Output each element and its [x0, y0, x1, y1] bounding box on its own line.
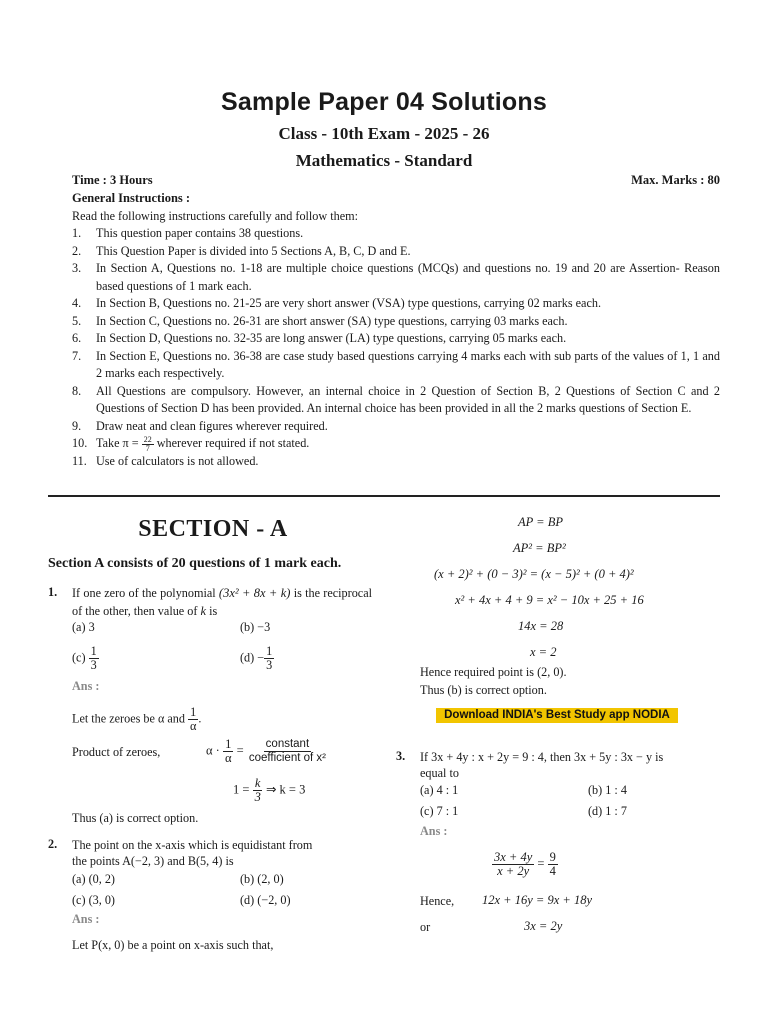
item-number: 8. [72, 383, 82, 398]
question-number: 3. [396, 749, 406, 763]
fraction [264, 645, 274, 672]
question-3-line2: equal to [420, 766, 459, 780]
k-equation [233, 777, 305, 804]
q1-polynomial: (3x² + 8x + k) [218, 586, 291, 600]
fraction-numerator: 9 [549, 850, 556, 864]
option-d: (d) 1 : 7 [588, 804, 627, 818]
q2-result: Hence required point is (2, 0). [420, 665, 567, 679]
fraction-denominator: 3 [266, 658, 273, 672]
q1-variable: k [200, 603, 207, 618]
question-3-line1: If 3x + 4y : x + 2y = 9 : 4, then 3x + 5y : 3x − y is [420, 750, 664, 764]
pi-text-tail: wherever required if not stated. [156, 436, 310, 450]
section-subtitle: Section A consists of 20 questions of 1 mark each. [48, 556, 342, 571]
q1-conclusion: Thus (a) is correct option. [72, 811, 199, 825]
equation-line: x² + 4x + 4 + 9 = x² − 10x + 25 + 16 [455, 593, 644, 607]
equation-line: x = 2 [530, 645, 557, 659]
fraction-numerator: 22 [143, 434, 152, 444]
q2-let-line: Let P(x, 0) be a point on x-axis such that, [72, 938, 274, 952]
ratio-equation [492, 851, 558, 878]
item-text [96, 435, 720, 453]
item-number: 4. [72, 296, 82, 310]
option-c: (c) 7 : 1 [420, 804, 459, 818]
eq-lhs: α · [206, 743, 220, 758]
fraction [492, 851, 534, 878]
item-number: 2. [72, 243, 82, 258]
q1-text-c: is [209, 603, 218, 618]
product-label: Product of zeroes, [72, 745, 161, 759]
item-text: Draw neat and clean figures wherever required. [96, 418, 328, 433]
eq-tail: ⇒ k = 3 [265, 782, 306, 797]
answer-label: Ans : [420, 824, 448, 838]
or-label: or [420, 920, 431, 934]
option-c [72, 645, 99, 672]
equation-line: AP = BP [518, 515, 564, 529]
item-number: 10. [72, 436, 88, 450]
fraction-denominator: x + 2y [497, 864, 530, 878]
option-a: (a) 3 [72, 620, 95, 634]
equation-line: 3x = 2y [524, 919, 563, 933]
section-divider [48, 495, 720, 497]
q1-text-a: If one zero of the polynomial [72, 586, 216, 600]
equation-line: 12x + 16y = 9x + 18y [482, 893, 592, 907]
item-number: 1. [72, 226, 82, 240]
pi-text: Take π = [96, 436, 139, 450]
time-label: Time : 3 Hours [72, 173, 153, 187]
item-number: 9. [72, 418, 82, 433]
item-number: 6. [72, 331, 82, 345]
item-text: In Section E, Questions no. 36-38 are case study based questions carrying 4 marks each with sub parts of the values of 1, 1 and 2 marks each respectively. [96, 348, 720, 380]
instruction-item [72, 330, 720, 348]
section-title: SECTION - A [138, 516, 288, 542]
question-1-text [72, 585, 372, 620]
fraction-denominator: 7 [145, 443, 150, 453]
fraction-numerator: constant [265, 738, 310, 750]
option-c: (c) (3, 0) [72, 893, 115, 907]
option-label: (d) − [240, 650, 265, 665]
question-number: 2. [48, 837, 58, 851]
fraction-numerator: 1 [266, 644, 273, 658]
item-text: This Question Paper is divided into 5 Sections A, B, C, D and E. [96, 243, 411, 258]
fraction [247, 738, 328, 765]
instruction-item [72, 418, 720, 436]
question-2-line1: The point on the x-axis which is equidistant from [72, 838, 313, 852]
q2-conclusion: Thus (b) is correct option. [420, 683, 547, 697]
answer-label: Ans : [72, 912, 100, 926]
option-b: (b) (2, 0) [240, 872, 284, 886]
instruction-item [72, 243, 720, 261]
item-text: In Section B, Questions no. 21-25 are very short answer (VSA) type questions, carrying 02 marks each. [96, 296, 601, 310]
instruction-item [72, 313, 720, 331]
class-line: Class - 10th Exam - 2025 - 26 [278, 124, 490, 143]
option-b: (b) −3 [240, 620, 271, 634]
item-text: This question paper contains 38 questions. [96, 226, 304, 240]
item-number: 5. [72, 313, 82, 328]
item-number: 7. [72, 348, 82, 363]
item-text: In Section D, Questions no. 32-35 are long answer (LA) type questions, carrying 05 marks each. [96, 331, 567, 345]
equals-sign: = [537, 856, 545, 871]
subject-line: Mathematics - Standard [295, 151, 473, 170]
fraction [223, 738, 234, 765]
option-a: (a) (0, 2) [72, 872, 115, 886]
fraction-numerator: 1 [190, 705, 197, 719]
item-text: All Questions are compulsory. However, an internal choice in 2 Question of Section B, 2 Questions of Section C and 2 Questions of Section D has been provided. An internal choice has been provided in all the 2 marks questions of Section E. [96, 383, 720, 415]
max-marks-label: Max. Marks : 80 [631, 173, 720, 187]
fraction-denominator: coefficient of x² [248, 752, 326, 764]
fraction [188, 706, 198, 733]
fraction [89, 645, 99, 672]
product-equation: α · $\frac{1}{\alpha}$ = $\frac{\text{constant}}{\text{coefficient of x²}}$ [206, 737, 326, 765]
answer-label: Ans : [72, 679, 100, 693]
option-a: (a) 4 : 1 [420, 783, 459, 797]
eq-lhs: 1 = [233, 782, 250, 797]
fraction-denominator: 4 [549, 864, 556, 878]
option-d [240, 645, 274, 672]
page-title: Sample Paper 04 Solutions [221, 88, 547, 116]
instruction-item [72, 435, 720, 453]
instruction-item [72, 453, 720, 471]
fraction-numerator: 1 [225, 737, 232, 751]
option-d: (d) (−2, 0) [240, 893, 291, 907]
pi-fraction [142, 436, 154, 453]
instructions-list [72, 225, 720, 470]
equation-line: 14x = 28 [518, 619, 564, 633]
q1-text-b: is the reciprocal of the other, then value of [72, 586, 373, 618]
answer-let-line: Let the zeroes be α and $\frac{1}{\alpha}$ . [72, 705, 202, 733]
item-text: In Section C, Questions no. 26-31 are short answer (SA) type questions, carrying 03 marks each. [96, 313, 568, 328]
instruction-item [72, 260, 720, 295]
fraction-numerator: k [254, 776, 261, 790]
fraction [253, 777, 263, 804]
promo-banner[interactable]: Download INDIA's Best Study app NODIA [436, 708, 678, 723]
instruction-item [72, 383, 720, 418]
item-number: 3. [72, 261, 82, 275]
option-b: (b) 1 : 4 [588, 783, 627, 797]
fraction-denominator: α [190, 719, 197, 733]
fraction-numerator: 1 [90, 644, 97, 658]
instruction-item [72, 225, 720, 243]
fraction-numerator: 3x + 4y [494, 850, 533, 864]
option-label: (c) [72, 650, 86, 665]
let-text: Let the zeroes be α and [72, 711, 185, 726]
hence-label: Hence, [420, 894, 455, 908]
instructions-heading: General Instructions : [72, 191, 191, 205]
fraction-denominator: 3 [254, 790, 261, 804]
instruction-item [72, 348, 720, 383]
item-number: 11. [72, 453, 87, 468]
fraction [548, 851, 558, 878]
item-text: In Section A, Questions no. 1-18 are multiple choice questions (MCQs) and questions no. 19 and 20 are Assertion- Reason based questions of 1 mark each. [96, 261, 720, 293]
question-2-line2: the points A(−2, 3) and B(5, 4) is [72, 854, 234, 868]
fraction-denominator: α [224, 751, 232, 765]
question-number: 1. [48, 585, 58, 599]
instruction-item [72, 295, 720, 313]
item-text: Use of calculators is not allowed. [96, 453, 259, 468]
instructions-intro: Read the following instructions carefully and follow them: [72, 209, 359, 223]
fraction-denominator: 3 [90, 658, 97, 672]
equation-line: (x + 2)² + (0 − 3)² = (x − 5)² + (0 + 4)² [434, 567, 634, 581]
equation-line: AP² = BP² [513, 541, 566, 555]
